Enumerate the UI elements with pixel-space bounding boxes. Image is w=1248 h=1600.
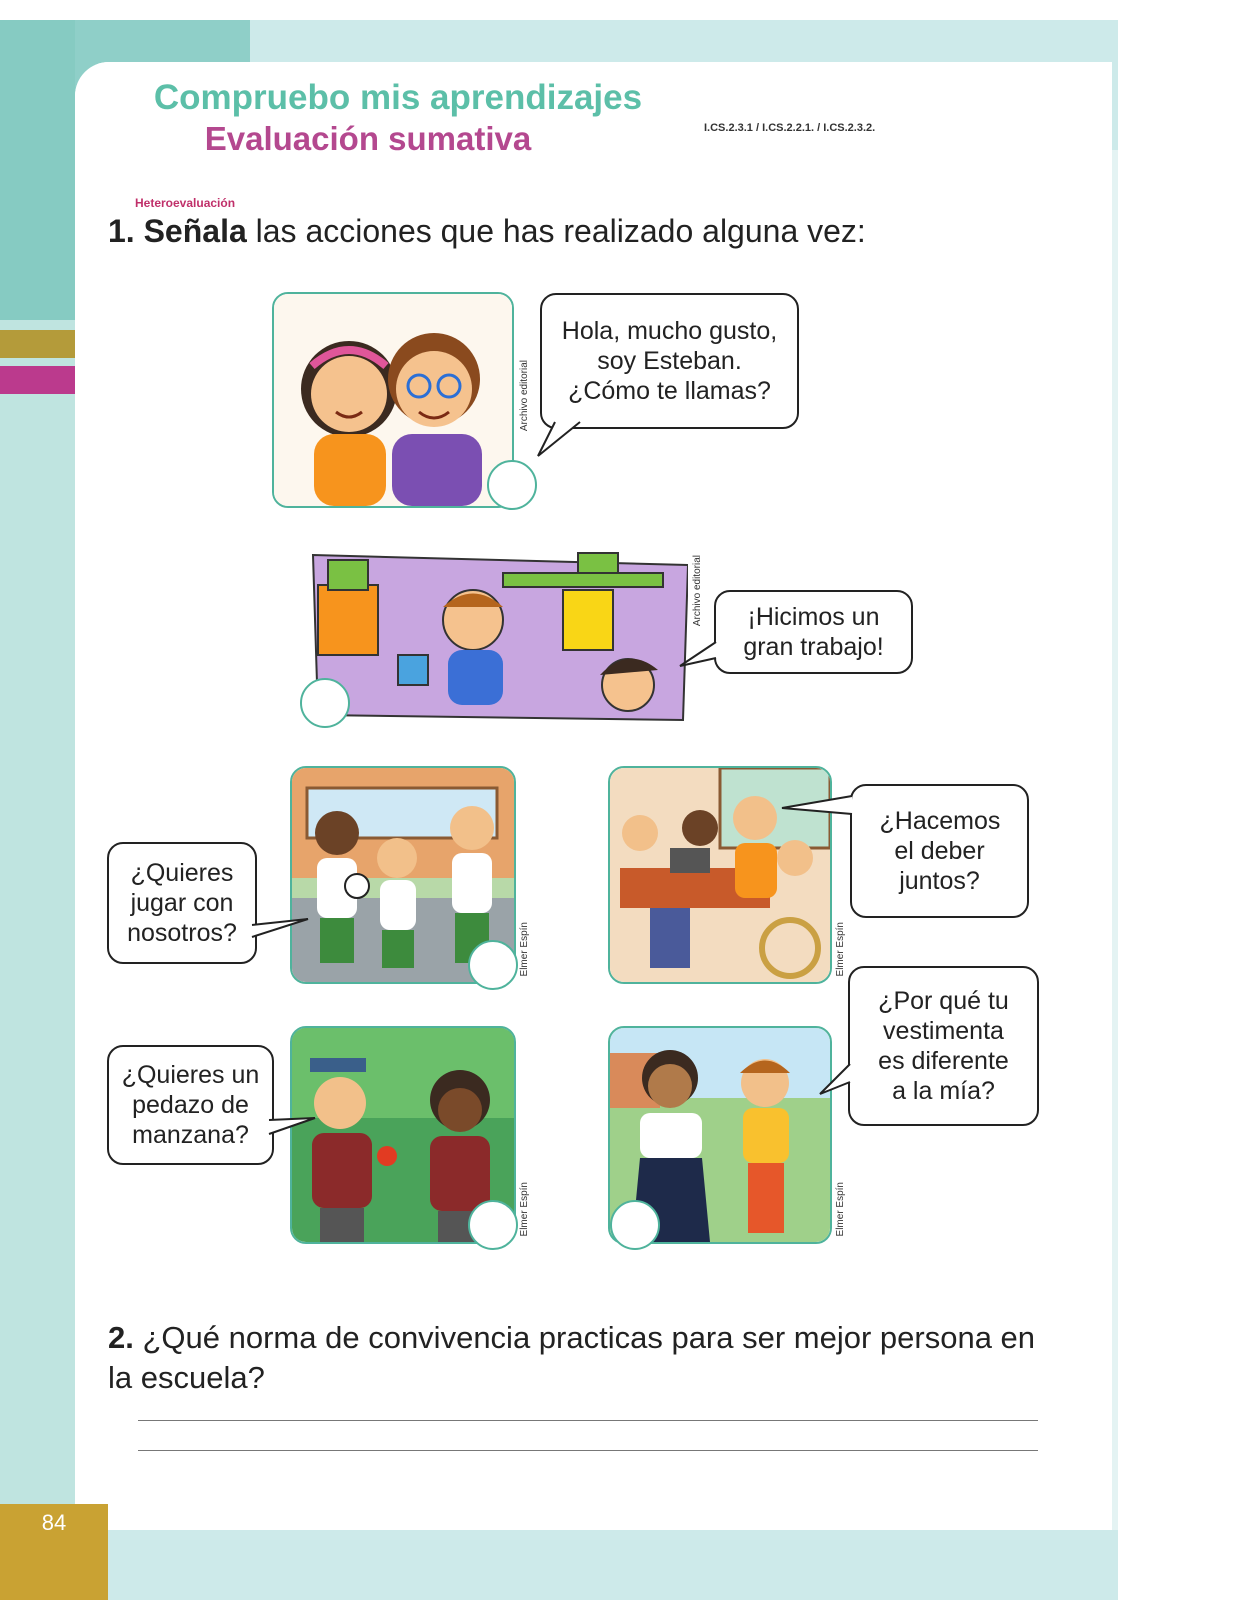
section-label: Heteroevaluación (135, 196, 236, 210)
scene-5-speech-bubble (107, 1045, 274, 1165)
question-1 (108, 213, 866, 250)
scene-3-speech-bubble (107, 842, 257, 964)
scene-1-check-circle[interactable] (487, 460, 537, 510)
scene-6-check-circle[interactable] (610, 1200, 660, 1250)
scene-3-bubble-tail (250, 915, 310, 945)
scene-3-credit: Elmer Espín (519, 922, 530, 977)
question-2-text: ¿Qué norma de convivencia practicas para ser mejor persona en la escuela? (108, 1320, 1036, 1395)
page-subtitle: Evaluación sumativa (204, 120, 532, 157)
scene-6-speech-text: ¿Por qué tu vestimenta es diferente a la mía? (878, 987, 1009, 1105)
magenta-stripe (0, 366, 75, 394)
bottom-band (0, 1530, 1118, 1600)
scene-2-speech-bubble (714, 590, 913, 674)
scene-4-speech-bubble (850, 784, 1029, 918)
answer-line-1[interactable] (138, 1420, 1038, 1421)
greeting-children-illustration (274, 294, 512, 506)
scene-5-credit: Elmer Espín (519, 1182, 530, 1237)
scene-1-illustration (272, 292, 514, 508)
scene-4-bubble-tail (780, 792, 854, 822)
scene-6-speech-bubble (848, 966, 1039, 1126)
scene-2-credit: Archivo editorial (692, 555, 703, 627)
page-number: 84 (41, 1510, 67, 1535)
scene-1-bubble-tail (535, 420, 585, 460)
scene-3-check-circle[interactable] (468, 940, 518, 990)
question-2-number: 2. (108, 1320, 134, 1355)
scene-2-bubble-tail (678, 640, 718, 670)
scene-6-bubble-tail (818, 1060, 852, 1100)
scene-4-speech-text: ¿Hacemos el deber juntos? (879, 807, 1001, 895)
right-margin-strip (1112, 150, 1118, 1530)
question-1-number: 1. (108, 213, 135, 249)
scene-1-credit: Archivo editorial (519, 360, 530, 432)
question-2 (108, 1318, 1058, 1398)
scene-5-speech-text: ¿Quieres un pedazo de manzana? (121, 1061, 260, 1149)
answer-line-2[interactable] (138, 1450, 1038, 1451)
scene-5-bubble-tail (267, 1112, 317, 1142)
scene-4-credit: Elmer Espín (835, 922, 846, 977)
question-1-verb: Señala (143, 213, 247, 249)
question-1-text: las acciones que has realizado alguna vez: (255, 213, 866, 249)
scene-6-credit: Elmer Espín (835, 1182, 846, 1237)
left-margin-bar-accent (0, 20, 75, 320)
olive-stripe (0, 330, 75, 358)
scene-2-speech-text: ¡Hicimos un gran trabajo! (743, 603, 884, 661)
scene-2-check-circle[interactable] (300, 678, 350, 728)
scene-5-check-circle[interactable] (468, 1200, 518, 1250)
scene-3-speech-text: ¿Quieres jugar con nosotros? (127, 859, 237, 947)
evaluation-criteria: I.CS.2.3.1 / I.CS.2.2.1. / I.CS.2.3.2. (704, 122, 876, 134)
scene-1-speech-bubble (540, 293, 799, 429)
page-title: Compruebo mis aprendizajes (153, 78, 643, 117)
scene-1-speech-text: Hola, mucho gusto, soy Esteban. ¿Cómo te llamas? (561, 317, 778, 405)
